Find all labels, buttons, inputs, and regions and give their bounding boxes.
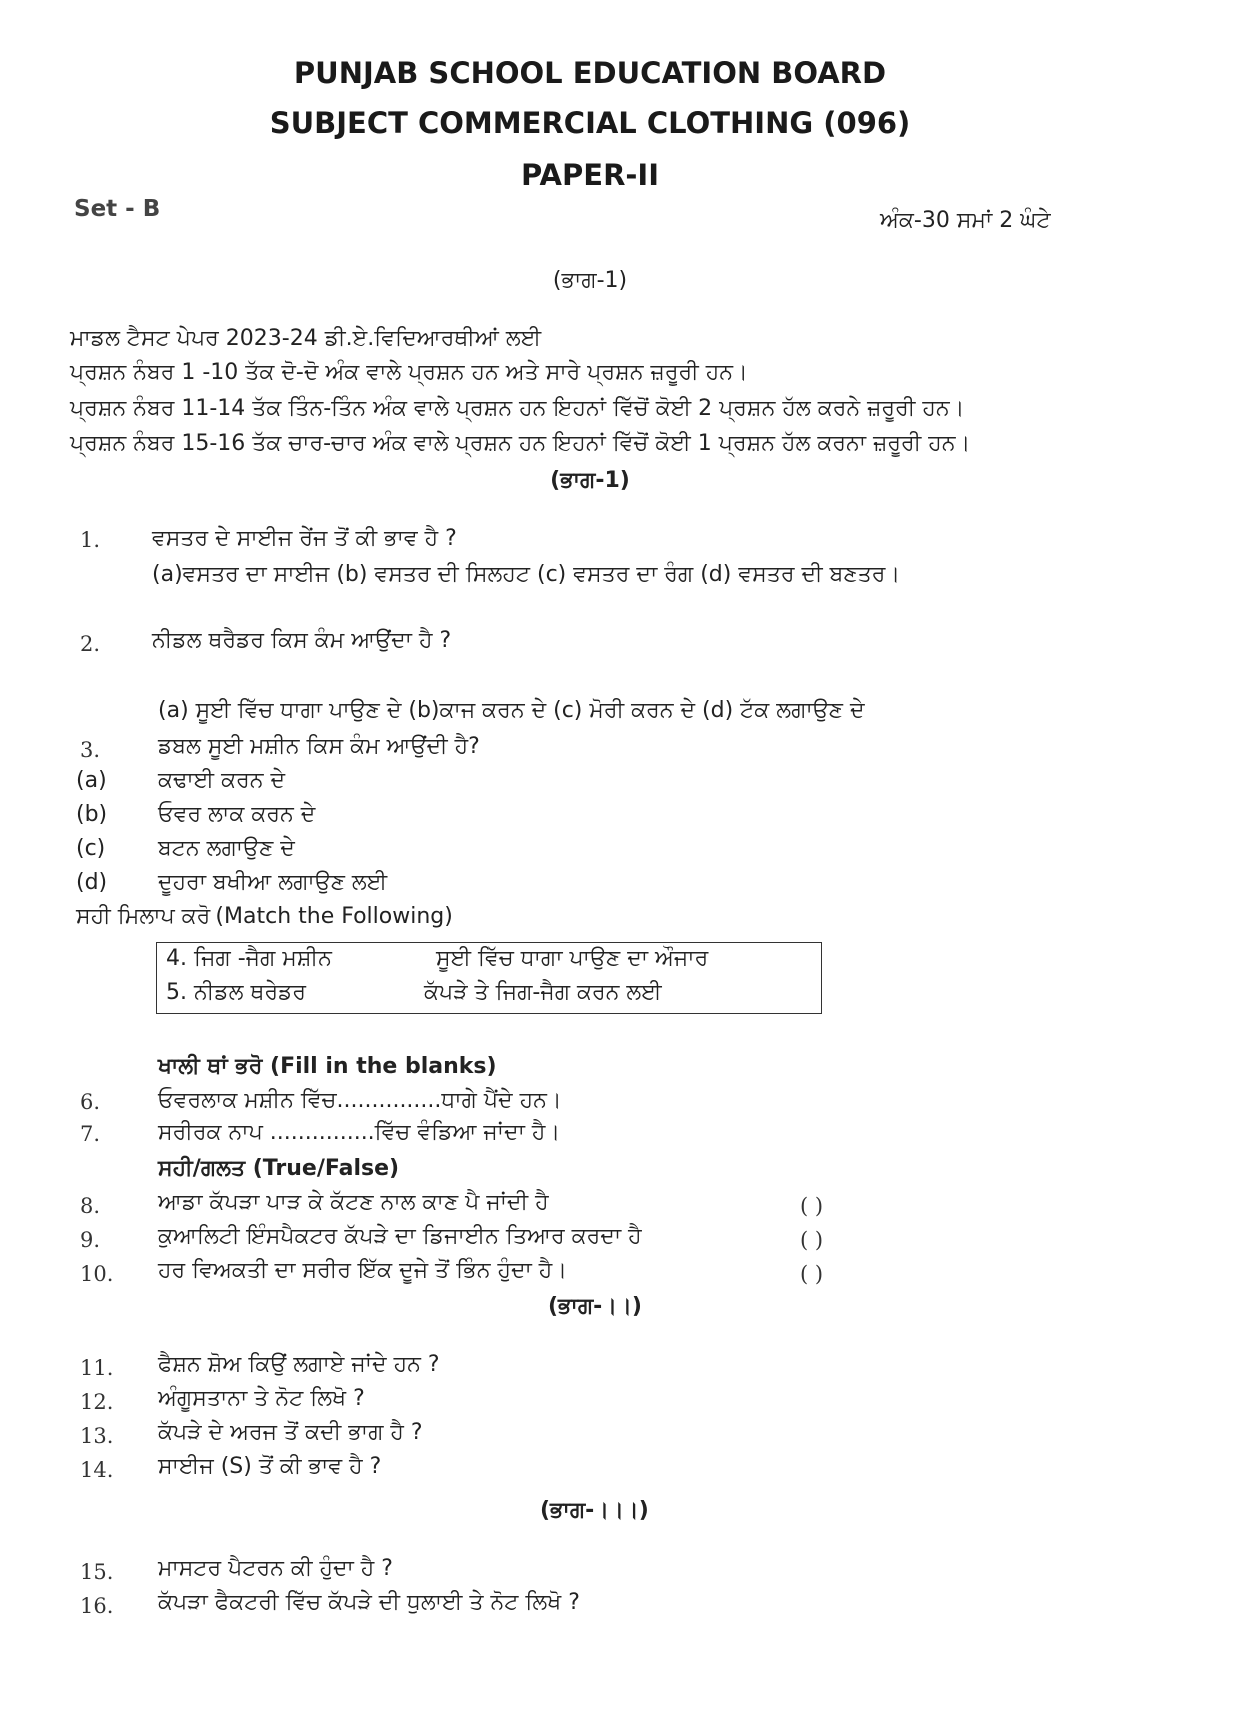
q3-option-a-label: (a) <box>76 768 107 793</box>
q9-number: 9. <box>80 1228 101 1252</box>
q3-option-c: ਬਟਨ ਲਗਾਉਣ ਦੇ <box>158 836 295 861</box>
q2-options: (a) ਸੂਈ ਵਿੱਚ ਧਾਗਾ ਪਾਉਣ ਦੇ (b)ਕਾਜ ਕਰਨ ਦੇ (c) ਮੋਰੀ ਕਰਨ ਦੇ (d) ਟੱਕ ਲਗਾਉਣ ਦੇ <box>158 698 865 723</box>
match-row-1-left: 4. ਜਿਗ -ਜੈਗ ਮਸ਼ੀਨ <box>166 946 332 971</box>
q3-number: 3. <box>80 738 101 762</box>
truefalse-heading: ਸਹੀ/ਗਲਤ (True/False) <box>158 1156 400 1181</box>
q9-bracket: ( ) <box>800 1228 824 1252</box>
instruction-line-1: ਮਾਡਲ ਟੈਸਟ ਪੇਪਰ 2023-24 ਡੀ.ਏ.ਵਿਦਿਆਰਥੀਆਂ ਲਈ <box>70 326 542 351</box>
match-heading-pa: ਸਹੀ ਮਿਲਾਪ ਕਰੋ <box>76 904 211 929</box>
q8-number: 8. <box>80 1194 101 1218</box>
q3-text: ਡਬਲ ਸੂਈ ਮਸ਼ੀਨ ਕਿਸ ਕੰਮ ਆਉਂਦੀ ਹੈ? <box>158 734 480 759</box>
q1-number: 1. <box>80 528 101 552</box>
q14-number: 14. <box>80 1458 114 1482</box>
q14-text: ਸਾਈਜ (S) ਤੋਂ ਕੀ ਭਾਵ ਹੈ ? <box>158 1454 382 1479</box>
q3-option-c-label: (c) <box>76 836 106 861</box>
match-row-2-left: 5. ਨੀਡਲ ਥਰੇਡਰ <box>166 980 307 1005</box>
part-label-top: (ਭਾਗ-1) <box>552 268 628 293</box>
instruction-line-3: ਪ੍ਰਸ਼ਨ ਨੰਬਰ 11-14 ਤੱਕ ਤਿੰਨ-ਤਿੰਨ ਅੰਕ ਵਾਲੇ ਪ੍ਰਸ਼ਨ ਹਨ ਇਹਨਾਂ ਵਿੱਚੋਂ ਕੋਈ 2 ਪ੍ਰਸ਼ਨ ਹੱਲ ਕਰਨੇ ਜ਼ਰੂਰੀ ਹਨ। <box>70 396 965 421</box>
q8-text: ਆਡਾ ਕੱਪੜਾ ਪਾੜ ਕੇ ਕੱਟਣ ਨਾਲ ਕਾਣ ਪੈ ਜਾਂਦੀ ਹੈ <box>158 1190 549 1215</box>
q3-option-d-label: (d) <box>76 870 108 895</box>
board-title: PUNJAB SCHOOL EDUCATION BOARD <box>293 56 887 90</box>
q3-option-a: ਕਢਾਈ ਕਰਨ ਦੇ <box>158 768 286 793</box>
q16-text: ਕੱਪੜਾ ਫੈਕਟਰੀ ਵਿੱਚ ਕੱਪੜੇ ਦੀ ਧੁਲਾਈ ਤੇ ਨੋਟ ਲਿਖੋ ? <box>158 1590 580 1615</box>
q15-number: 15. <box>80 1560 114 1584</box>
q2-number: 2. <box>80 632 101 656</box>
marks-time: ਅੰਕ-30 ਸਮਾਂ 2 ਘੰਟੇ <box>880 208 1051 233</box>
q8-bracket: ( ) <box>800 1194 824 1218</box>
subject-title: SUBJECT COMMERCIAL CLOTHING (096) <box>269 106 911 140</box>
part3-label: (ਭਾਗ-।।।) <box>540 1498 649 1523</box>
q13-number: 13. <box>80 1424 114 1448</box>
match-row-2-right: ਕੱਪੜੇ ਤੇ ਜਿਗ-ਜੈਗ ਕਰਨ ਲਈ <box>424 980 662 1005</box>
q16-number: 16. <box>80 1594 114 1618</box>
q6-number: 6. <box>80 1090 101 1114</box>
q13-text: ਕੱਪੜੇ ਦੇ ਅਰਜ ਤੋਂ ਕਦੀ ਭਾਗ ਹੈ ? <box>158 1420 423 1445</box>
match-row-1-right: ਸੂਈ ਵਿੱਚ ਧਾਗਾ ਪਾਉਣ ਦਾ ਔਜਾਰ <box>436 946 709 971</box>
instruction-line-4: ਪ੍ਰਸ਼ਨ ਨੰਬਰ 15-16 ਤੱਕ ਚਾਰ-ਚਾਰ ਅੰਕ ਵਾਲੇ ਪ੍ਰਸ਼ਨ ਹਨ ਇਹਨਾਂ ਵਿੱਚੋਂ ਕੋਈ 1 ਪ੍ਰਸ਼ਨ ਹੱਲ ਕਰਨਾ ਜ਼ਰੂਰੀ ਹਨ। <box>70 431 971 456</box>
q6-text: ਓਵਰਲਾਕ ਮਸ਼ੀਨ ਵਿੱਚ...............ਧਾਗੇ ਪੈਂਦੇ ਹਨ। <box>158 1088 562 1113</box>
set-label: Set - B <box>74 196 161 222</box>
q10-text: ਹਰ ਵਿਅਕਤੀ ਦਾ ਸਰੀਰ ਇੱਕ ਦੂਜੇ ਤੋਂ ਭਿੰਨ ਹੁੰਦਾ ਹੈ। <box>158 1258 568 1283</box>
q7-number: 7. <box>80 1122 101 1146</box>
q1-options: (a)ਵਸਤਰ ਦਾ ਸਾਈਜ (b) ਵਸਤਰ ਦੀ ਸਿਲਹਟ (c) ਵਸਤਰ ਦਾ ਰੰਗ (d) ਵਸਤਰ ਦੀ ਬਣਤਰ। <box>152 562 901 587</box>
q11-number: 11. <box>80 1356 114 1380</box>
q1-text: ਵਸਤਰ ਦੇ ਸਾਈਜ ਰੇਂਜ ਤੋਂ ਕੀ ਭਾਵ ਹੈ ? <box>152 526 457 551</box>
q3-option-b: ਓਵਰ ਲਾਕ ਕਰਨ ਦੇ <box>158 802 316 827</box>
q10-number: 10. <box>80 1262 114 1286</box>
paper-title: PAPER-II <box>520 158 660 192</box>
part1-label: (ਭਾਗ-1) <box>550 468 630 493</box>
q12-text: ਅੰਗੂਸਤਾਨਾ ਤੇ ਨੋਟ ਲਿਖੋ ? <box>158 1386 365 1411</box>
match-heading <box>76 904 453 929</box>
part2-label: (ਭਾਗ-।।) <box>548 1294 642 1319</box>
q11-text: ਫੈਸ਼ਨ ਸ਼ੋਅ ਕਿਉਂ ਲਗਾਏ ਜਾਂਦੇ ਹਨ ? <box>158 1352 440 1377</box>
q15-text: ਮਾਸਟਰ ਪੈਟਰਨ ਕੀ ਹੁੰਦਾ ਹੈ ? <box>158 1556 393 1581</box>
q12-number: 12. <box>80 1390 114 1414</box>
q3-option-d: ਦੂਹਰਾ ਬਖੀਆ ਲਗਾਉਣ ਲਈ <box>158 870 388 895</box>
fill-heading: ਖਾਲੀ ਥਾਂ ਭਰੋ (Fill in the blanks) <box>158 1054 497 1079</box>
q2-text: ਨੀਡਲ ਥਰੈਡਰ ਕਿਸ ਕੰਮ ਆਉਂਦਾ ਹੈ ? <box>152 628 452 653</box>
q7-text: ਸਰੀਰਕ ਨਾਪ ...............ਵਿੱਚ ਵੰਡਿਆ ਜਾਂਦਾ ਹੈ। <box>158 1120 561 1145</box>
q9-text: ਕੁਆਲਿਟੀ ਇੰਸਪੈਕਟਰ ਕੱਪੜੇ ਦਾ ਡਿਜਾਈਨ ਤਿਆਰ ਕਰਦਾ ਹੈ <box>158 1224 642 1249</box>
match-heading-en: (Match the Following) <box>215 904 453 929</box>
instruction-line-2: ਪ੍ਰਸ਼ਨ ਨੰਬਰ 1 -10 ਤੱਕ ਦੋ-ਦੋ ਅੰਕ ਵਾਲੇ ਪ੍ਰਸ਼ਨ ਹਨ ਅਤੇ ਸਾਰੇ ਪ੍ਰਸ਼ਨ ਜ਼ਰੂਰੀ ਹਨ। <box>70 360 748 385</box>
q3-option-b-label: (b) <box>76 802 108 827</box>
q10-bracket: ( ) <box>800 1262 824 1286</box>
